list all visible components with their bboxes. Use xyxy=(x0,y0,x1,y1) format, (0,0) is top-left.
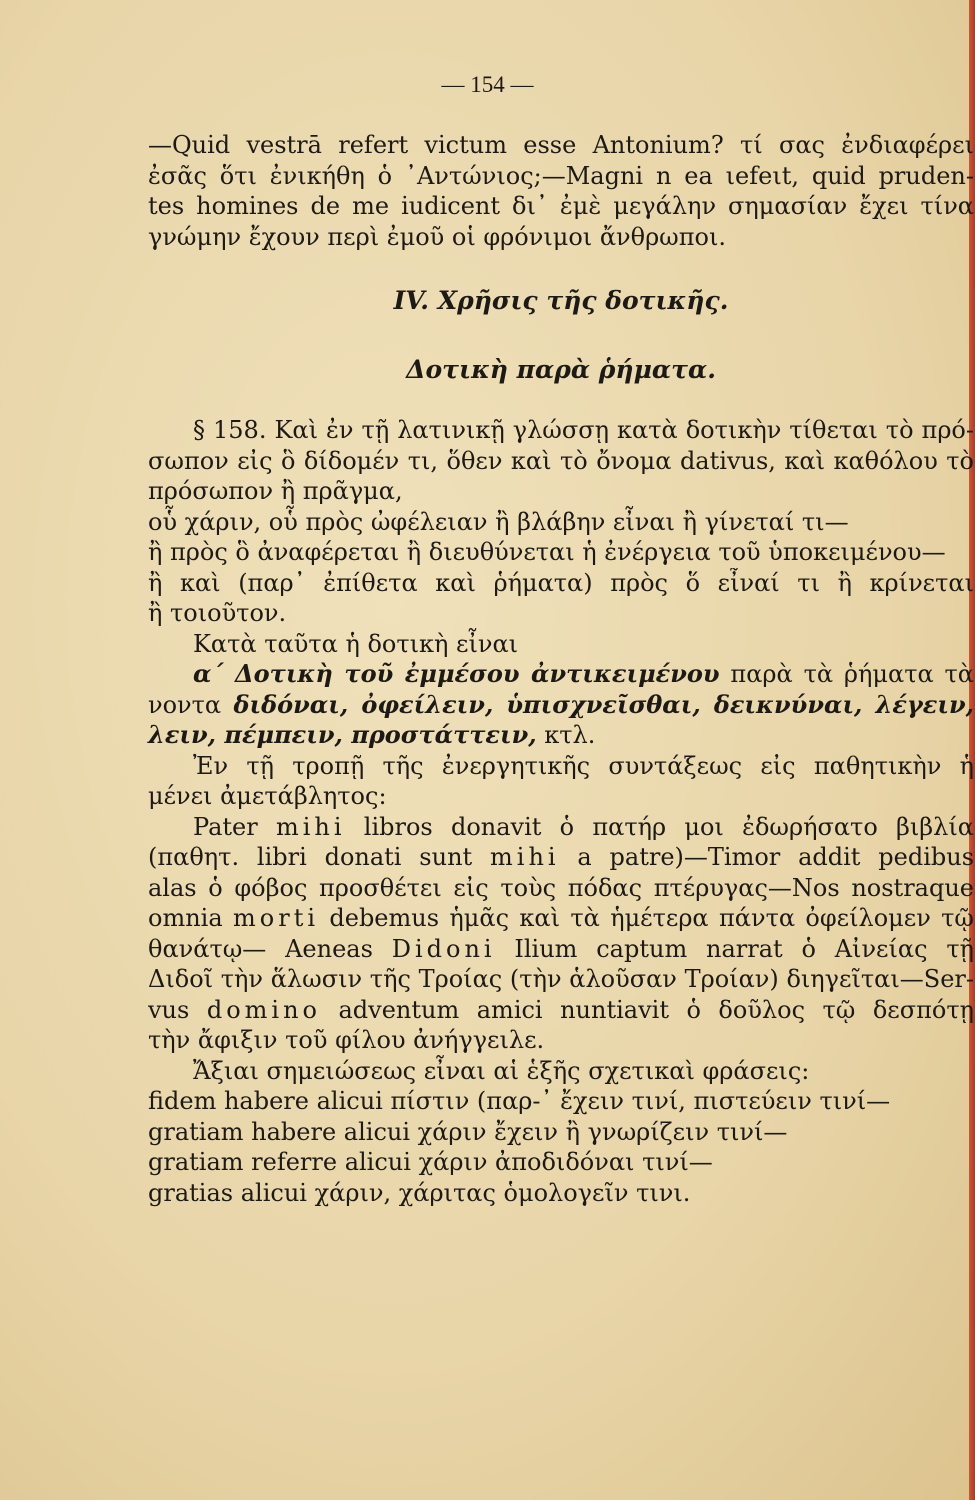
text-line: μένει ἀμετάβλητος: xyxy=(148,782,387,810)
paragraph-158 xyxy=(148,415,974,629)
text-line: —Quid vestrā refert victum esse Antonium? τί σας ἐνδιαφέρει xyxy=(148,131,974,159)
text-line: θανάτῳ— Aeneas Didoni Ilium captum narrat ὁ Αἰνείας τῇ xyxy=(148,934,974,963)
text-line: λειν, πέμπειν, προστάττειν, κτλ. xyxy=(148,720,596,749)
text-line: § 158. Καὶ ἐν τῇ λατινικῇ γλώσσῃ κατὰ δοτικὴν τίθεται τὸ πρό- xyxy=(193,416,974,444)
text-line: ἐσᾶς ὅτι ἐνικήθη ὁ ᾿Αντώνιος;—Magni n ea ιefeιt, quid pruden- xyxy=(148,161,974,190)
verb-list: λειν, πέμπειν, προστάττειν, xyxy=(148,720,537,749)
text-line: α´ Δοτικὴ τοῦ ἐμμέσου ἀντικειμένου παρὰ τὰ ῥήματα τὰ xyxy=(193,659,974,688)
text-line: νοντα διδόναι, ὀφείλειν, ὑπισχνεῖσθαι, δεικνύναι, λέγειν, xyxy=(148,690,974,721)
text-line: σωπον εἰς ὃ δίδομέν τι, ὅθεν καὶ τὸ ὄνομα dativus, καὶ καθόλου τὸ xyxy=(148,446,974,475)
phrase-item: gratiam habere alicui χάριν ἔχειν ἢ γνωρίζειν τινί— xyxy=(148,1117,788,1146)
text-line: tes homines de me iudicent δι᾿ ἐμὲ μεγάλην σημασίαν ἔχει τίνα xyxy=(148,192,974,220)
text-line: τὴν ἄφιξιν τοῦ φίλου ἀνήγγειλε. xyxy=(148,1026,545,1054)
page-number: — 154 — xyxy=(441,72,534,97)
phrase-item: gratiam referre alicui χάριν ἀποδιδόναι τινί— xyxy=(148,1148,713,1176)
section-heading: IV. Χρῆσις τῆς δοτικῆς. xyxy=(393,286,729,315)
text-line: Ἐν τῇ τροπῇ τῆς ἐνεργητικῆς συντάξεως εἰς παθητικὴν ἡ xyxy=(193,751,974,780)
paragraph-quid-vestra xyxy=(148,130,974,252)
phrases-list xyxy=(148,1086,974,1208)
text-line: οὗ χάριν, οὗ πρὸς ὠφέλειαν ἢ βλάβην εἶναι ἢ γίνεταί τι— xyxy=(148,507,849,536)
text-line: πρόσωπον ἢ πρᾶγμα, xyxy=(148,477,403,505)
paragraph-passive xyxy=(148,751,974,812)
text-line: alas ὁ φόβος προσθέτει εἰς τοὺς πόδας πτέρυγας—Nos nostraque xyxy=(148,873,974,902)
page-body xyxy=(148,130,974,1208)
text-line: γνώμην ἔχουν περὶ ἐμοῦ οἱ φρόνιμοι ἄνθρωποι. xyxy=(148,222,727,251)
text-line: vus domino adventum amici nuntiavit ὁ δοῦλος τῷ δεσπότῃ xyxy=(148,995,974,1024)
text-line: ἢ πρὸς ὃ ἀναφέρεται ἢ διευθύνεται ἡ ἐνέργεια τοῦ ὑποκειμένου— xyxy=(148,538,946,566)
term-label: α´ Δοτικὴ τοῦ ἐμμέσου ἀντικειμένου xyxy=(193,659,720,688)
examples-block xyxy=(148,812,974,1056)
text-line: (παθητ. libri donati sunt mihi a patre)—Timor addit pedibus xyxy=(148,843,974,871)
phrase-item: fidem habere alicui πίστιν (παρ-᾿ ἔχειν τινί, πιστεύειν τινί— xyxy=(148,1087,891,1115)
text-line: Pater mihi libros donavit ὁ πατήρ μοι ἐδωρήσατο βιβλία xyxy=(193,812,974,841)
subsection-heading: Δοτικὴ παρὰ ῥήματα. xyxy=(406,354,716,384)
verb-list: διδόναι, ὀφείλειν, ὑπισχνεῖσθαι, δεικνύναι, λέγειν, xyxy=(233,689,974,719)
paragraph-dative-indirect-object xyxy=(148,659,974,751)
text-line: ἢ τοιοῦτον. xyxy=(148,599,287,627)
text-line: Κατὰ ταῦτα ἡ δοτικὴ εἶναι xyxy=(193,629,519,658)
text-line: ἢ καὶ (παρ᾿ ἐπίθετα καὶ ῥήματα) πρὸς ὅ εἶναί τι ἢ κρίνεται xyxy=(148,568,974,597)
text-line: Διδοῖ τὴν ἅλωσιν τῆς Τροίας (τὴν ἁλοῦσαν Τροίαν) διηγεῖται—Ser- xyxy=(148,965,974,993)
phrase-item: gratias alicui χάριν, χάριτας ὁμολογεῖν τινι. xyxy=(148,1178,691,1207)
text-line: Ἄξιαι σημειώσεως εἶναι αἱ ἑξῆς σχετικαὶ φράσεις: xyxy=(193,1056,810,1085)
text-line: omnia morti debemus ἡμᾶς καὶ τὰ ἡμέτερα πάντα ὀφείλομεν τῷ xyxy=(148,904,974,932)
